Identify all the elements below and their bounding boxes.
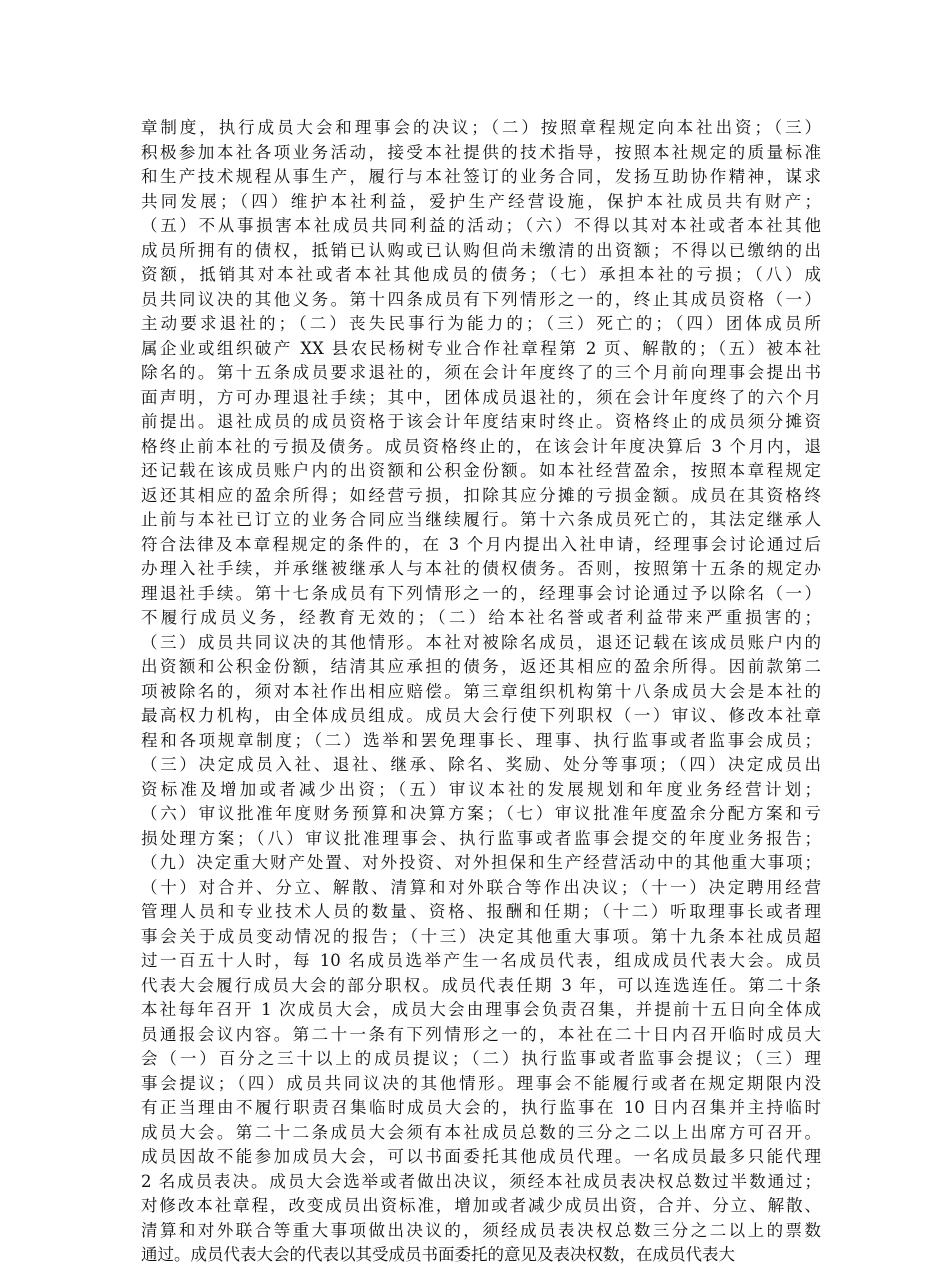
text-line: 成员大会。第二十二条成员大会须有本社成员总数的三分之二以上出席方可召开。 xyxy=(141,1122,821,1142)
text-line: 返还其相应的盈余所得；如经营亏损，扣除其应分摊的亏损金额。成员在其资格终 xyxy=(141,485,821,505)
text-line: 符合法律及本章程规定的条件的，在 3 个月内提出入社申请，经理事会讨论通过后 xyxy=(141,534,821,554)
text-line: 事会关于成员变动情况的报告；（十三）决定其他重大事项。第十九条本社成员超 xyxy=(141,926,821,946)
text-line: 前提出。退社成员的成员资格于该会计年度结束时终止。资格终止的成员须分摊资 xyxy=(141,412,821,431)
text-line: 格终止前本社的亏损及债务。成员资格终止的，在该会计年度决算后 3 个月内，退 xyxy=(141,436,821,456)
text-line: 过一百五十人时，每 10 名成员选举产生一名成员代表，组成成员代表大会。成员 xyxy=(141,951,821,970)
text-line: 面声明，方可办理退社手续；其中，团体成员退社的，须在会计年度终了的六个月 xyxy=(141,387,821,407)
text-line: 会（一）百分之三十以上的成员提议；（二）执行监事或者监事会提议；（三）理 xyxy=(141,1049,821,1068)
text-line: 理退社手续。第十七条成员有下列情形之一的，经理事会讨论通过予以除名（一） xyxy=(141,583,821,603)
text-line: 成员因故不能参加成员大会，可以书面委托其他成员代理。一名成员最多只能代理 xyxy=(141,1147,821,1166)
text-line: 资标准及增加或者减少出资；（五）审议本社的发展规划和年度业务经营计划； xyxy=(141,779,821,799)
text-line: （三）成员共同议决的其他情形。本社对被除名成员，退还记载在该成员账户内的 xyxy=(141,632,821,652)
text-line: 成员所拥有的债权，抵销已认购或已认购但尚未缴清的出资额；不得以已缴纳的出 xyxy=(141,240,821,260)
text-line: 本社每年召开 1 次成员大会，成员大会由理事会负责召集，并提前十五日向全体成 xyxy=(141,1000,821,1019)
text-line: 清算和对外联合等重大事项做出决议的，须经成员表决权总数三分之二以上的票数 xyxy=(141,1220,821,1240)
text-line: 共同发展；（四）维护本社利益，爱护生产经营设施，保护本社成员共有财产； xyxy=(141,191,821,211)
text-line: 办理入社手续，并承继被继承人与本社的债权债务。否则，按照第十五条的规定办 xyxy=(141,559,821,578)
text-line: （五）不从事损害本社成员共同利益的活动；（六）不得以其对本社或者本社其他 xyxy=(141,216,821,235)
text-line: 事会提议；（四）成员共同议决的其他情形。理事会不能履行或者在规定期限内没 xyxy=(141,1073,821,1093)
text-line: 出资额和公积金份额，结清其应承担的债务，返还其相应的盈余所得。因前款第二 xyxy=(141,657,821,676)
text-line: 还记载在该成员账户内的出资额和公积金份额。如本社经营盈余，按照本章程规定 xyxy=(141,461,821,480)
text-line: 不履行成员义务，经教育无效的；（二）给本社名誉或者利益带来严重损害的； xyxy=(141,608,821,627)
text-line: （九）决定重大财产处置、对外投资、对外担保和生产经营活动中的其他重大事项； xyxy=(141,853,821,872)
text-line: 通过。成员代表大会的代表以其受成员书面委托的意见及表决权数，在成员代表大 xyxy=(141,1245,735,1264)
text-line: 代表大会履行成员大会的部分职权。成员代表任期 3 年，可以连选连任。第二十条 xyxy=(141,975,821,995)
text-line: 员共同议决的其他义务。第十四条成员有下列情形之一的，终止其成员资格（一） xyxy=(141,289,821,309)
text-line: 资额，抵销其对本社或者本社其他成员的债务；（七）承担本社的亏损；（八）成 xyxy=(141,265,821,284)
text-line: 损处理方案；（八）审议批准理事会、执行监事或者监事会提交的年度业务报告； xyxy=(141,828,821,848)
text-line: 属企业或组织破产 XX 县农民杨树专业合作社章程第 2 页、解散的；（五）被本社 xyxy=(141,338,821,358)
text-line: （十）对合并、分立、解散、清算和对外联合等作出决议；（十一）决定聘用经营 xyxy=(141,877,821,897)
text-line: 对修改本社章程，改变成员出资标准，增加或者减少成员出资，合并、分立、解散、 xyxy=(141,1196,821,1215)
text-line: 2 名成员表决。成员大会选举或者做出决议，须经本社成员表决权总数过半数通过； xyxy=(141,1171,821,1191)
text-line: （六）审议批准年度财务预算和决算方案；（七）审议批准年度盈余分配方案和亏 xyxy=(141,804,821,823)
text-line: 员通报会议内容。第二十一条有下列情形之一的，本社在二十日内召开临时成员大 xyxy=(141,1024,821,1044)
text-line: 主动要求退社的；（二）丧失民事行为能力的；（三）死亡的；（四）团体成员所 xyxy=(141,314,821,333)
text-line: 积极参加本社各项业务活动，接受本社提供的技术指导，按照本社规定的质量标准 xyxy=(141,142,821,162)
text-line: 最高权力机构，由全体成员组成。成员大会行使下列职权（一）审议、修改本社章 xyxy=(141,706,821,725)
text-line: 止前与本社已订立的业务合同应当继续履行。第十六条成员死亡的，其法定继承人 xyxy=(141,510,821,529)
text-line: 项被除名的，须对本社作出相应赔偿。第三章组织机构第十八条成员大会是本社的 xyxy=(141,681,821,701)
text-line: 和生产技术规程从事生产，履行与本社签订的业务合同，发扬互助协作精神，谋求 xyxy=(141,167,821,186)
text-line: 管理人员和专业技术人员的数量、资格、报酬和任期；（十二）听取理事长或者理 xyxy=(141,902,821,921)
text-line: 除名的。第十五条成员要求退社的，须在会计年度终了的三个月前向理事会提出书 xyxy=(141,363,821,382)
text-line: 有正当理由不履行职责召集临时成员大会的，执行监事在 10 日内召集并主持临时 xyxy=(141,1098,821,1117)
text-line: （三）决定成员入社、退社、继承、除名、奖励、处分等事项；（四）决定成员出 xyxy=(141,755,821,774)
body-text xyxy=(141,116,821,1268)
text-line: 章制度，执行成员大会和理事会的决议；（二）按照章程规定向本社出资；（三） xyxy=(141,118,821,137)
text-line: 程和各项规章制度；（二）选举和罢免理事长、理事、执行监事或者监事会成员； xyxy=(141,730,821,750)
